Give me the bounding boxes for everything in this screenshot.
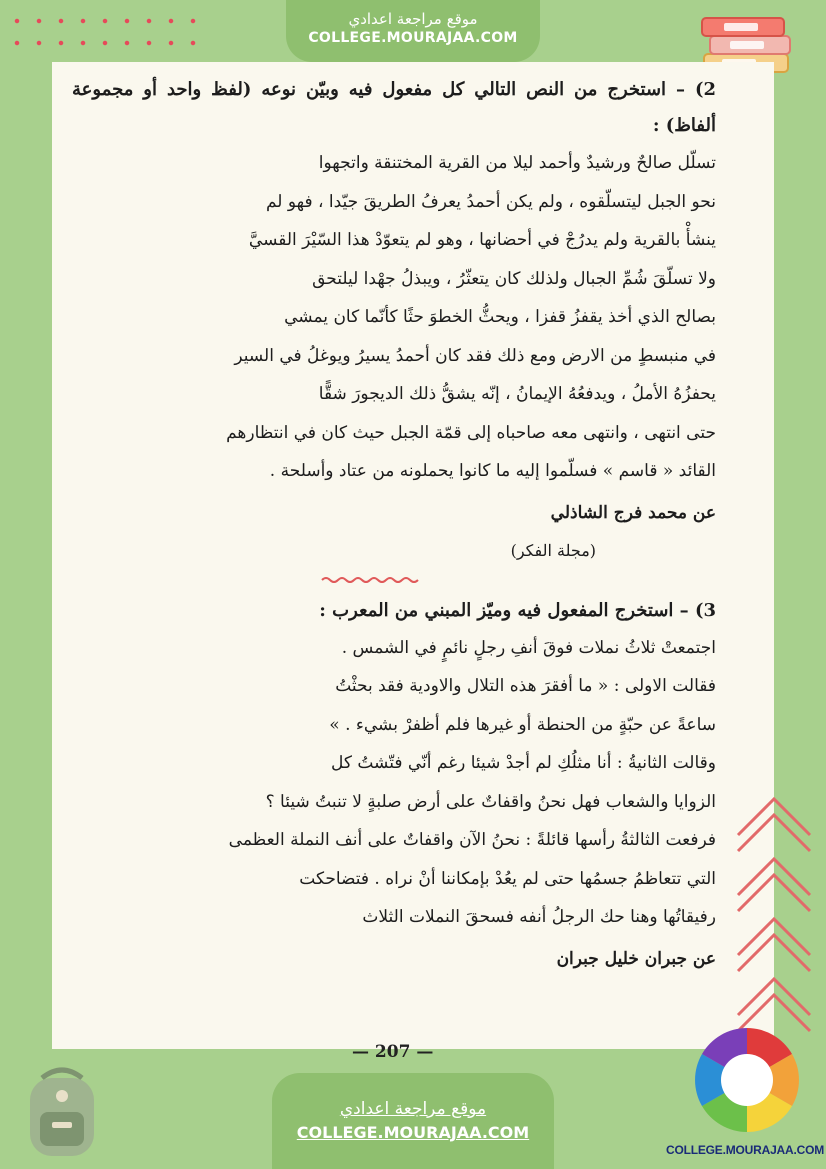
document-content (72, 72, 716, 979)
text-line: حتى انتهى ، وانتهى معه صاحباه إلى قمّة الجبل حيث كان في انتظارهم (226, 422, 716, 443)
header-banner[interactable] (286, 0, 540, 62)
text-line: ساعةً عن حبّةٍ من الحنطة أو غيرها فلم أظفرْ بشيء . » (329, 714, 716, 735)
text-line: يحفزُهُ الأملُ ، ويدفعُهُ الإيمانُ ، إنّه يشقُّ ذلك الديجورَ شقًّا (318, 384, 716, 404)
text-line: نحو الجبل ليتسلّقوه ، ولم يكن أحمدُ يعرفُ الطريقَ جيّدا ، فهو لم (265, 191, 716, 212)
section-divider (72, 575, 716, 585)
text-line: ينشأْ بالقرية ولم يدرُجْ في أحضانها ، وهو لم يتعوّدْ هذا السّيْرَ القسيَّ (248, 230, 716, 250)
text-line: التي تتعاظمُ جسمُها حتى لم يعُدْ بإمكاننا أنْ نراه . فتضاحكت (299, 868, 716, 889)
text-line: الزوايا والشعاب فهل نحنُ واقفاتٌ على أرض صلبةٍ لا تنبتُ شيئا ؟ (265, 791, 716, 812)
footer-banner[interactable] (272, 1073, 554, 1169)
text-line: بصالح الذي أخذ يقفزُ قفزا ، ويحثُّ الخطوَ حثًا كأنّما كان يمشي (284, 307, 716, 327)
text-line: رفيقاتُها وهنا حك الرجلُ أنفه فسحقَ النملات الثلاث (362, 907, 716, 927)
text-line: فقالت الاولى : « ما أفقرَ هذه التلال والاودية فقد بحثْتُ (335, 676, 716, 696)
text-line: في منبسطٍ من الارض ومع ذلك فقد كان أحمدُ يسيرُ ويوغلُ في السير (234, 345, 716, 366)
exercise-2-text (72, 144, 716, 491)
exercise-2-source: (مجلة الفكر) (510, 540, 596, 560)
text-line: فرفعت الثالثةُ رأسها قائلةً : نحنُ الآن واقفاتٌ على أنف النملة العظمى (228, 830, 716, 850)
exercise-3-author: عن جبران خليل جبران (556, 948, 716, 969)
header-site-name: موقع مراجعة اعدادي (348, 10, 478, 28)
logo-caption[interactable]: COLLEGE.MOURAJAA.COM (666, 1143, 825, 1157)
footer-site-name: موقع مراجعة اعدادي (339, 1099, 487, 1119)
chevron-up-icon (734, 795, 814, 1035)
exercise-3-instruction: 3) – استخرج المفعول فيه وميّز المبني من المعرب : (319, 599, 716, 621)
footer-site-url[interactable]: COLLEGE.MOURAJAA.COM (296, 1123, 530, 1142)
left-border (0, 0, 52, 1169)
page-number: — 207 — (352, 1042, 434, 1062)
site-logo-icon[interactable] (692, 1022, 802, 1142)
text-line: تسلّل صالحٌ ورشيدٌ وأحمد ليلا من القرية المختنقة واتجهوا (318, 153, 716, 173)
backpack-icon (12, 1060, 112, 1160)
exercise-3-text (72, 629, 716, 937)
text-line: القائد « قاسم » فسلّموا إليه ما كانوا يحملونه من عتاد وأسلحة . (269, 461, 716, 481)
exercise-2-instruction: 2) – استخرج من النص التالي كل مفعول فيه وبيّن نوعه (لفظ واحد أو مجموعة ألفاظ) : (72, 79, 716, 136)
decorative-dots (6, 10, 206, 54)
header-site-url[interactable]: COLLEGE.MOURAJAA.COM (308, 30, 518, 46)
exercise-2-author: عن محمد فرج الشاذلي (550, 502, 716, 523)
text-line: ولا تسلّقَ شُمِّ الجبال ولذلك كان يتعثّرُ ، ويبذلُ جهْدا ليلتحق (312, 268, 716, 289)
text-line: اجتمعتْ ثلاثُ نملات فوقَ أنفِ رجلٍ نائمٍ في الشمس . (341, 637, 716, 658)
text-line: وقالت الثانيةُ : أنا مثلُكِ لم أجدْ شيئا رغم أنّي فتّشتُ كل (330, 753, 716, 773)
